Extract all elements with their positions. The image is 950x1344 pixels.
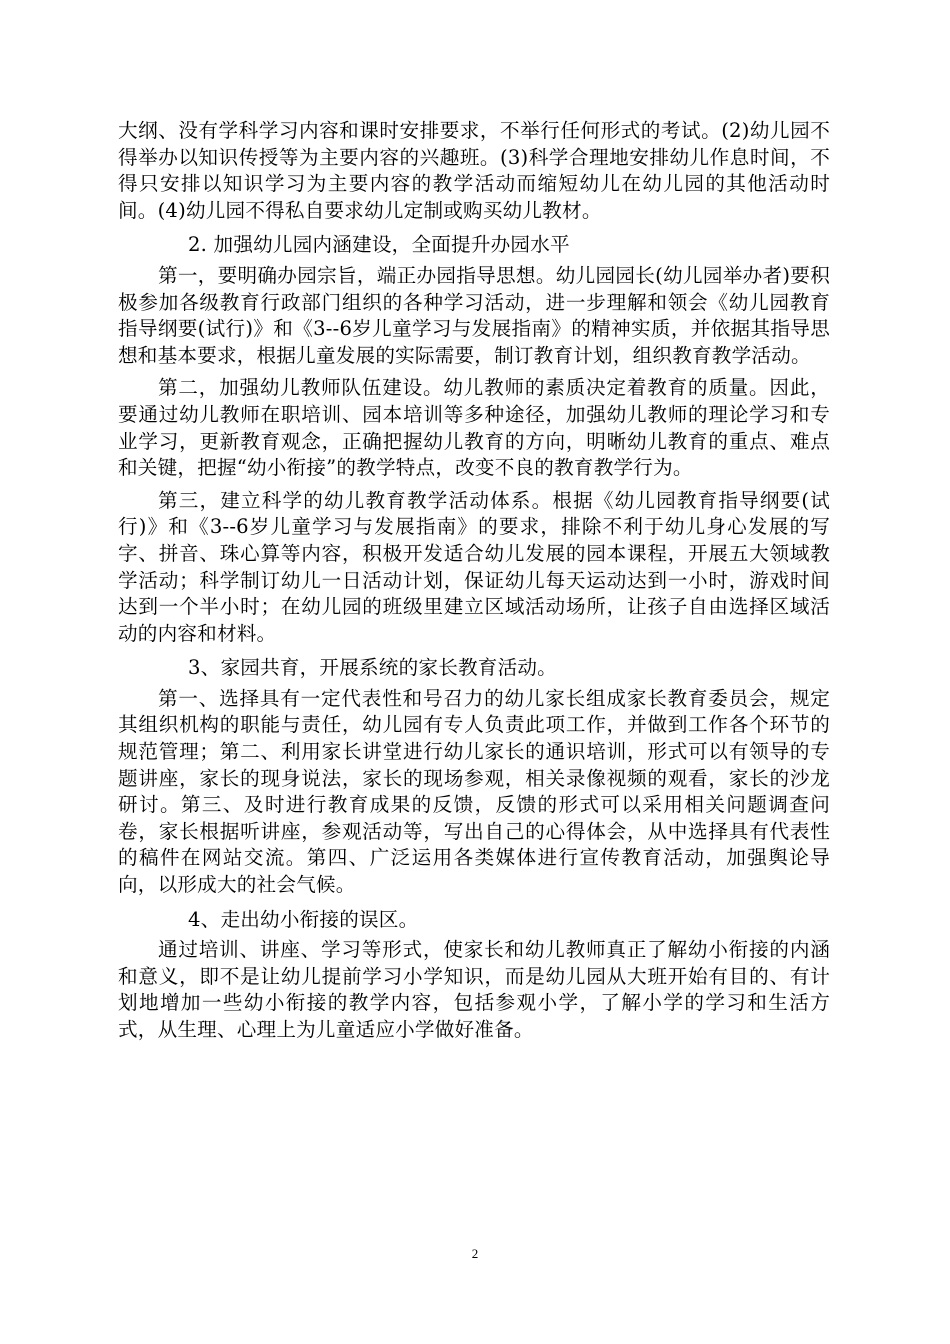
- paragraph-second: 第二，加强幼儿教师队伍建设。幼儿教师的素质决定着教育的质量。因此，要通过幼儿教师在职培训、园本培训等多种途径，加强幼儿教师的理论学习和专业学习，更新教育观念，正确把握幼儿教育的方向，明晰幼儿教育的重点、难点和关键，把握“幼小衔接”的教学特点，改变不良的教育教学行为。: [118, 376, 830, 480]
- paragraph-first: 第一，要明确办园宗旨，端正办园指导思想。幼儿园园长(幼儿园举办者)要积极参加各级教育行政部门组织的各种学习活动，进一步理解和领会《幼儿园教育指导纲要(试行)》和《3--6岁儿童学习与发展指南》的精神实质，并依据其指导思想和基本要求，根据儿童发展的实际需要，制订教育计划，组织教育教学活动。: [118, 263, 830, 367]
- paragraph-home-school: 第一、选择具有一定代表性和号召力的幼儿家长组成家长教育委员会，规定其组织机构的职能与责任，幼儿园有专人负责此项工作，并做到工作各个环节的规范管理；第二、利用家长讲堂进行幼儿家长的通识培训，形式可以有领导的专题讲座，家长的现身说法，家长的现场参观，相关录像视频的观看，家长的沙龙研讨。第三、及时进行教育成果的反馈，反馈的形式可以采用相关问题调查问卷，家长根据听讲座，参观活动等，写出自己的心得体会，从中选择具有代表性的稿件在网站交流。第四、广泛运用各类媒体进行宣传教育活动，加强舆论导向，以形成大的社会气候。: [118, 686, 830, 897]
- section-heading-3: 3、家园共育，开展系统的家长教育活动。: [188, 656, 557, 680]
- section-heading-2: 2. 加强幼儿园内涵建设，全面提升办园水平: [188, 233, 570, 257]
- page-number: 2: [471, 1246, 479, 1261]
- paragraph-misconception: 通过培训、讲座、学习等形式，使家长和幼儿教师真正了解幼小衔接的内涵和意义，即不是让幼儿提前学习小学知识，而是幼儿园从大班开始有目的、有计划地增加一些幼小衔接的教学内容，包括参观小学，了解小学的学习和生活方式，从生理、心理上为儿童适应小学做好准备。: [118, 938, 830, 1041]
- section-heading-4: 4、走出幼小衔接的误区。: [188, 907, 419, 931]
- document-body: [118, 118, 830, 1044]
- paragraph-third: 第三，建立科学的幼儿教育教学活动体系。根据《幼儿园教育指导纲要(试行)》和《3--6岁儿童学习与发展指南》的要求，排除不利于幼儿身心发展的写字、拼音、珠心算等内容，积极开发适合幼儿发展的园本课程，开展五大领域教学活动；科学制订幼儿一日活动计划，保证幼儿每天运动达到一小时，游戏时间达到一个半小时；在幼儿园的班级里建立区域活动场所，让孩子自由选择区域活动的内容和材料。: [118, 488, 830, 645]
- paragraph-continuation: 大纲、没有学科学习内容和课时安排要求，不举行任何形式的考试。(2)幼儿园不得举办以知识传授等为主要内容的兴趣班。(3)科学合理地安排幼儿作息时间，不得只安排以知识学习为主要内容的教学活动而缩短幼儿在幼儿园的其他活动时间。(4)幼儿园不得私自要求幼儿定制或购买幼儿教材。: [118, 119, 830, 222]
